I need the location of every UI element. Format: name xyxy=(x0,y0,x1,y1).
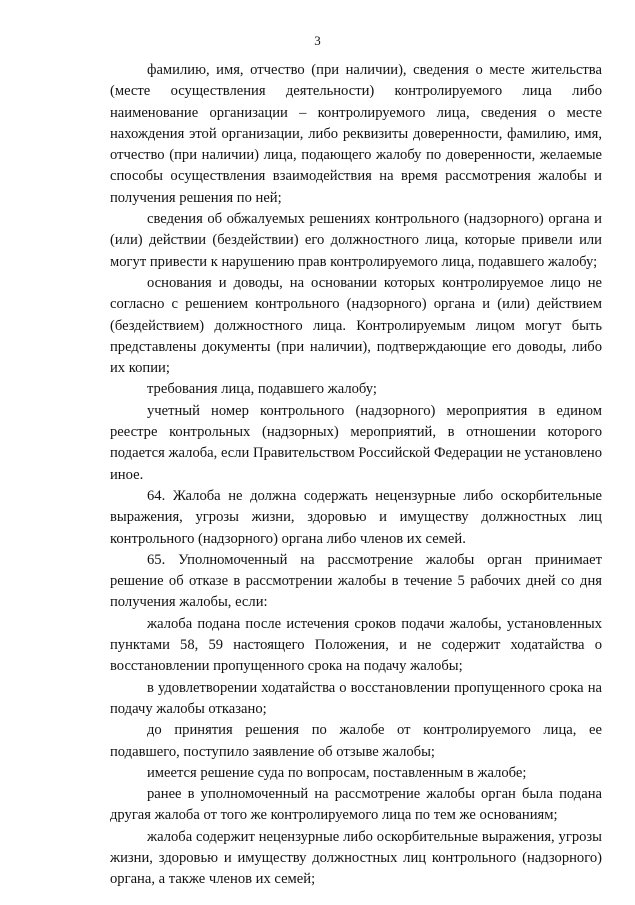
paragraph-applicant-details: фамилию, имя, отчество (при наличии), сведения о месте жительства (месте осуществления деятельности) контролируемого лица либо наименование организации – контролируемого лица, сведения о месте нахождения этой организации, либо реквизиты доверенности, фамилию, имя, отчество (при наличии) лица, подающего жалобу по доверенности, желаемые способы осуществления взаимодействия на время рассмотрения жалобы и получения решения по ней; xyxy=(110,62,602,206)
paragraph-appealed-decisions: сведения об обжалуемых решениях контрольного (надзорного) органа и (или) действии (бездействии) его должностного лица, которые привели или могут привести к нарушению прав контролируемого лица, подавшего жалобу; xyxy=(110,211,602,270)
paragraph-clause-65: 65. Уполномоченный на рассмотрение жалобы орган принимает решение об отказе в рассмотрении жалобы в течение 5 рабочих дней со дня получения жалобы, если: xyxy=(110,551,602,611)
paragraph-grounds-and-arguments: основания и доводы, на основании которых контролируемое лицо не согласно с решением контрольного (надзорного) органа и (или) действием (бездействием) должностного лица. Контролируемым лицом могут быть представлены документы (при наличии), подтверждающие его доводы, либо их копии; xyxy=(110,274,602,377)
paragraph-refusal-deadline-missed: жалоба подана после истечения сроков подачи жалобы, установленных пунктами 58, 59 настоящего Положения, и не содержит ходатайства о восстановлении пропущенного срока на подачу жалобы; xyxy=(110,615,602,675)
paragraph-registry-number: учетный номер контрольного (надзорного) мероприятия в едином реестре контрольных (надзорных) мероприятий, в отношении которого подается жалоба, если Правительством Российской Федерации не установлено иное. xyxy=(110,402,602,483)
paragraph-refusal-duplicate: ранее в уполномоченный на рассмотрение жалобы орган была подана другая жалоба от того же контролируемого лица по тем же основаниям; xyxy=(110,786,602,824)
paragraph-refusal-petition-denied: в удовлетворении ходатайства о восстановлении пропущенного срока на подачу жалобы отказано; xyxy=(110,679,602,717)
paragraph-refusal-offensive: жалоба содержит нецензурные либо оскорбительные выражения, угрозы жизни, здоровью и имуществу должностных лиц контрольного (надзорного) органа, а также членов их семей; xyxy=(110,828,602,888)
page-number: 3 xyxy=(314,33,321,48)
paragraph-requirements: требования лица, подавшего жалобу; xyxy=(147,381,377,398)
paragraph-refusal-court-decision: имеется решение суда по вопросам, поставленным в жалобе; xyxy=(147,764,527,781)
paragraph-clause-64: 64. Жалоба не должна содержать нецензурные либо оскорбительные выражения, угрозы жизни, здоровью и имуществу должностных лиц контрольного (надзорного) органа либо членов их семей. xyxy=(110,487,602,547)
paragraph-refusal-withdrawal: до принятия решения по жалобе от контролируемого лица, ее подавшего, поступило заявление об отзыве жалобы; xyxy=(110,722,602,760)
document-body xyxy=(110,60,602,891)
